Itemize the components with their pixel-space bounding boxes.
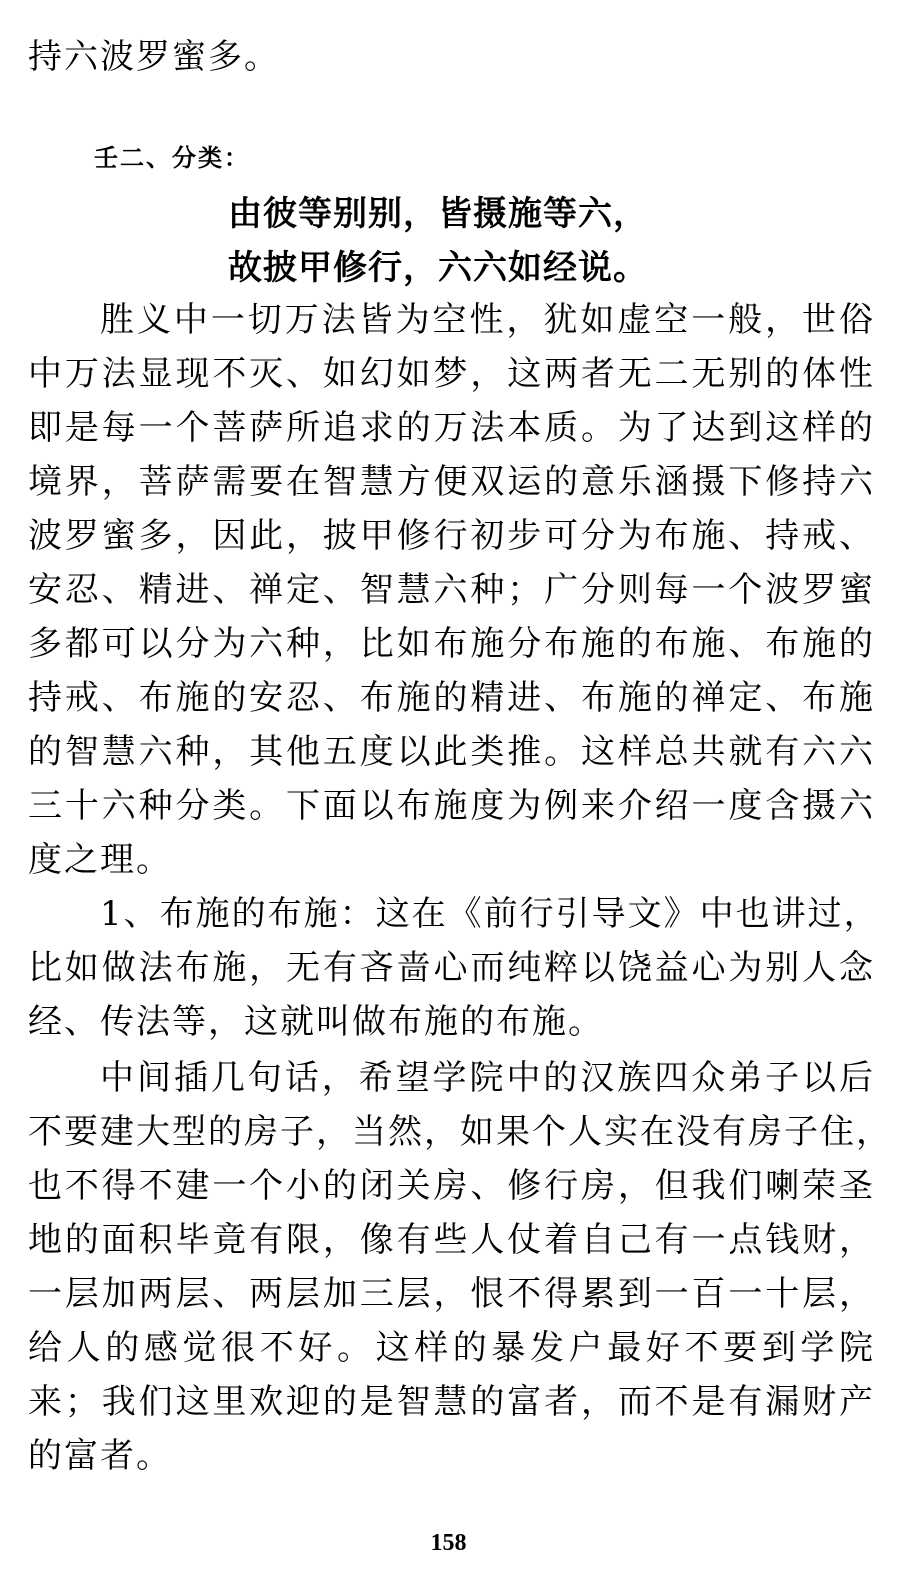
paragraph-line: 中万法显现不灭、如幻如梦，这两者无二无别的体性 (28, 354, 875, 394)
paragraph-line: 境界，菩萨需要在智慧方便双运的意乐涵摄下修持六 (28, 462, 875, 502)
paragraph-line: 中间插几句话，希望学院中的汉族四众弟子以后 (100, 1058, 875, 1098)
paragraph-line: 即是每一个菩萨所追求的万法本质。为了达到这样的 (28, 408, 875, 448)
section-heading: 壬二、分类： (94, 143, 250, 172)
paragraph-line: 不要建大型的房子，当然，如果个人实在没有房子住， (28, 1112, 892, 1152)
paragraph-line: 一层加两层、两层加三层，恨不得累到一百一十层， (28, 1274, 875, 1314)
paragraph-line: 多都可以分为六种，比如布施分布施的布施、布施的 (28, 624, 875, 664)
verse-line: 故披甲修行，六六如经说。 (228, 248, 648, 288)
paragraph-line: 的富者。 (28, 1436, 172, 1476)
paragraph-line: 给人的感觉很不好。这样的暴发户最好不要到学院 (28, 1328, 875, 1368)
paragraph-line: 波罗蜜多，因此，披甲修行初步可分为布施、持戒、 (28, 516, 875, 556)
paragraph-line: 比如做法布施，无有吝啬心而纯粹以饶益心为别人念 (28, 948, 875, 988)
paragraph-line: 安忍、精进、禅定、智慧六种；广分则每一个波罗蜜 (28, 570, 875, 610)
paragraph-line: 地的面积毕竟有限，像有些人仗着自己有一点钱财， (28, 1220, 875, 1260)
paragraph-line: 的智慧六种，其他五度以此类推。这样总共就有六六 (28, 732, 875, 772)
paragraph-line: 三十六种分类。下面以布施度为例来介绍一度含摄六 (28, 786, 875, 826)
paragraph-line: 胜义中一切万法皆为空性，犹如虚空一般，世俗 (100, 300, 875, 340)
paragraph-line: 1、布施的布施：这在《前行引导文》中也讲过， (100, 894, 880, 934)
paragraph-line: 持戒、布施的安忍、布施的精进、布施的禅定、布施 (28, 678, 875, 718)
paragraph-line: 度之理。 (28, 840, 172, 880)
paragraph-line: 来；我们这里欢迎的是智慧的富者，而不是有漏财产 (28, 1382, 875, 1422)
paragraph-line: 也不得不建一个小的闭关房、修行房，但我们喇荣圣 (28, 1166, 875, 1206)
opening-line: 持六波罗蜜多。 (28, 37, 280, 77)
paragraph-line: 经、传法等，这就叫做布施的布施。 (28, 1002, 604, 1042)
verse-line: 由彼等别别，皆摄施等六， (228, 194, 648, 234)
page-number: 158 (430, 1530, 467, 1556)
